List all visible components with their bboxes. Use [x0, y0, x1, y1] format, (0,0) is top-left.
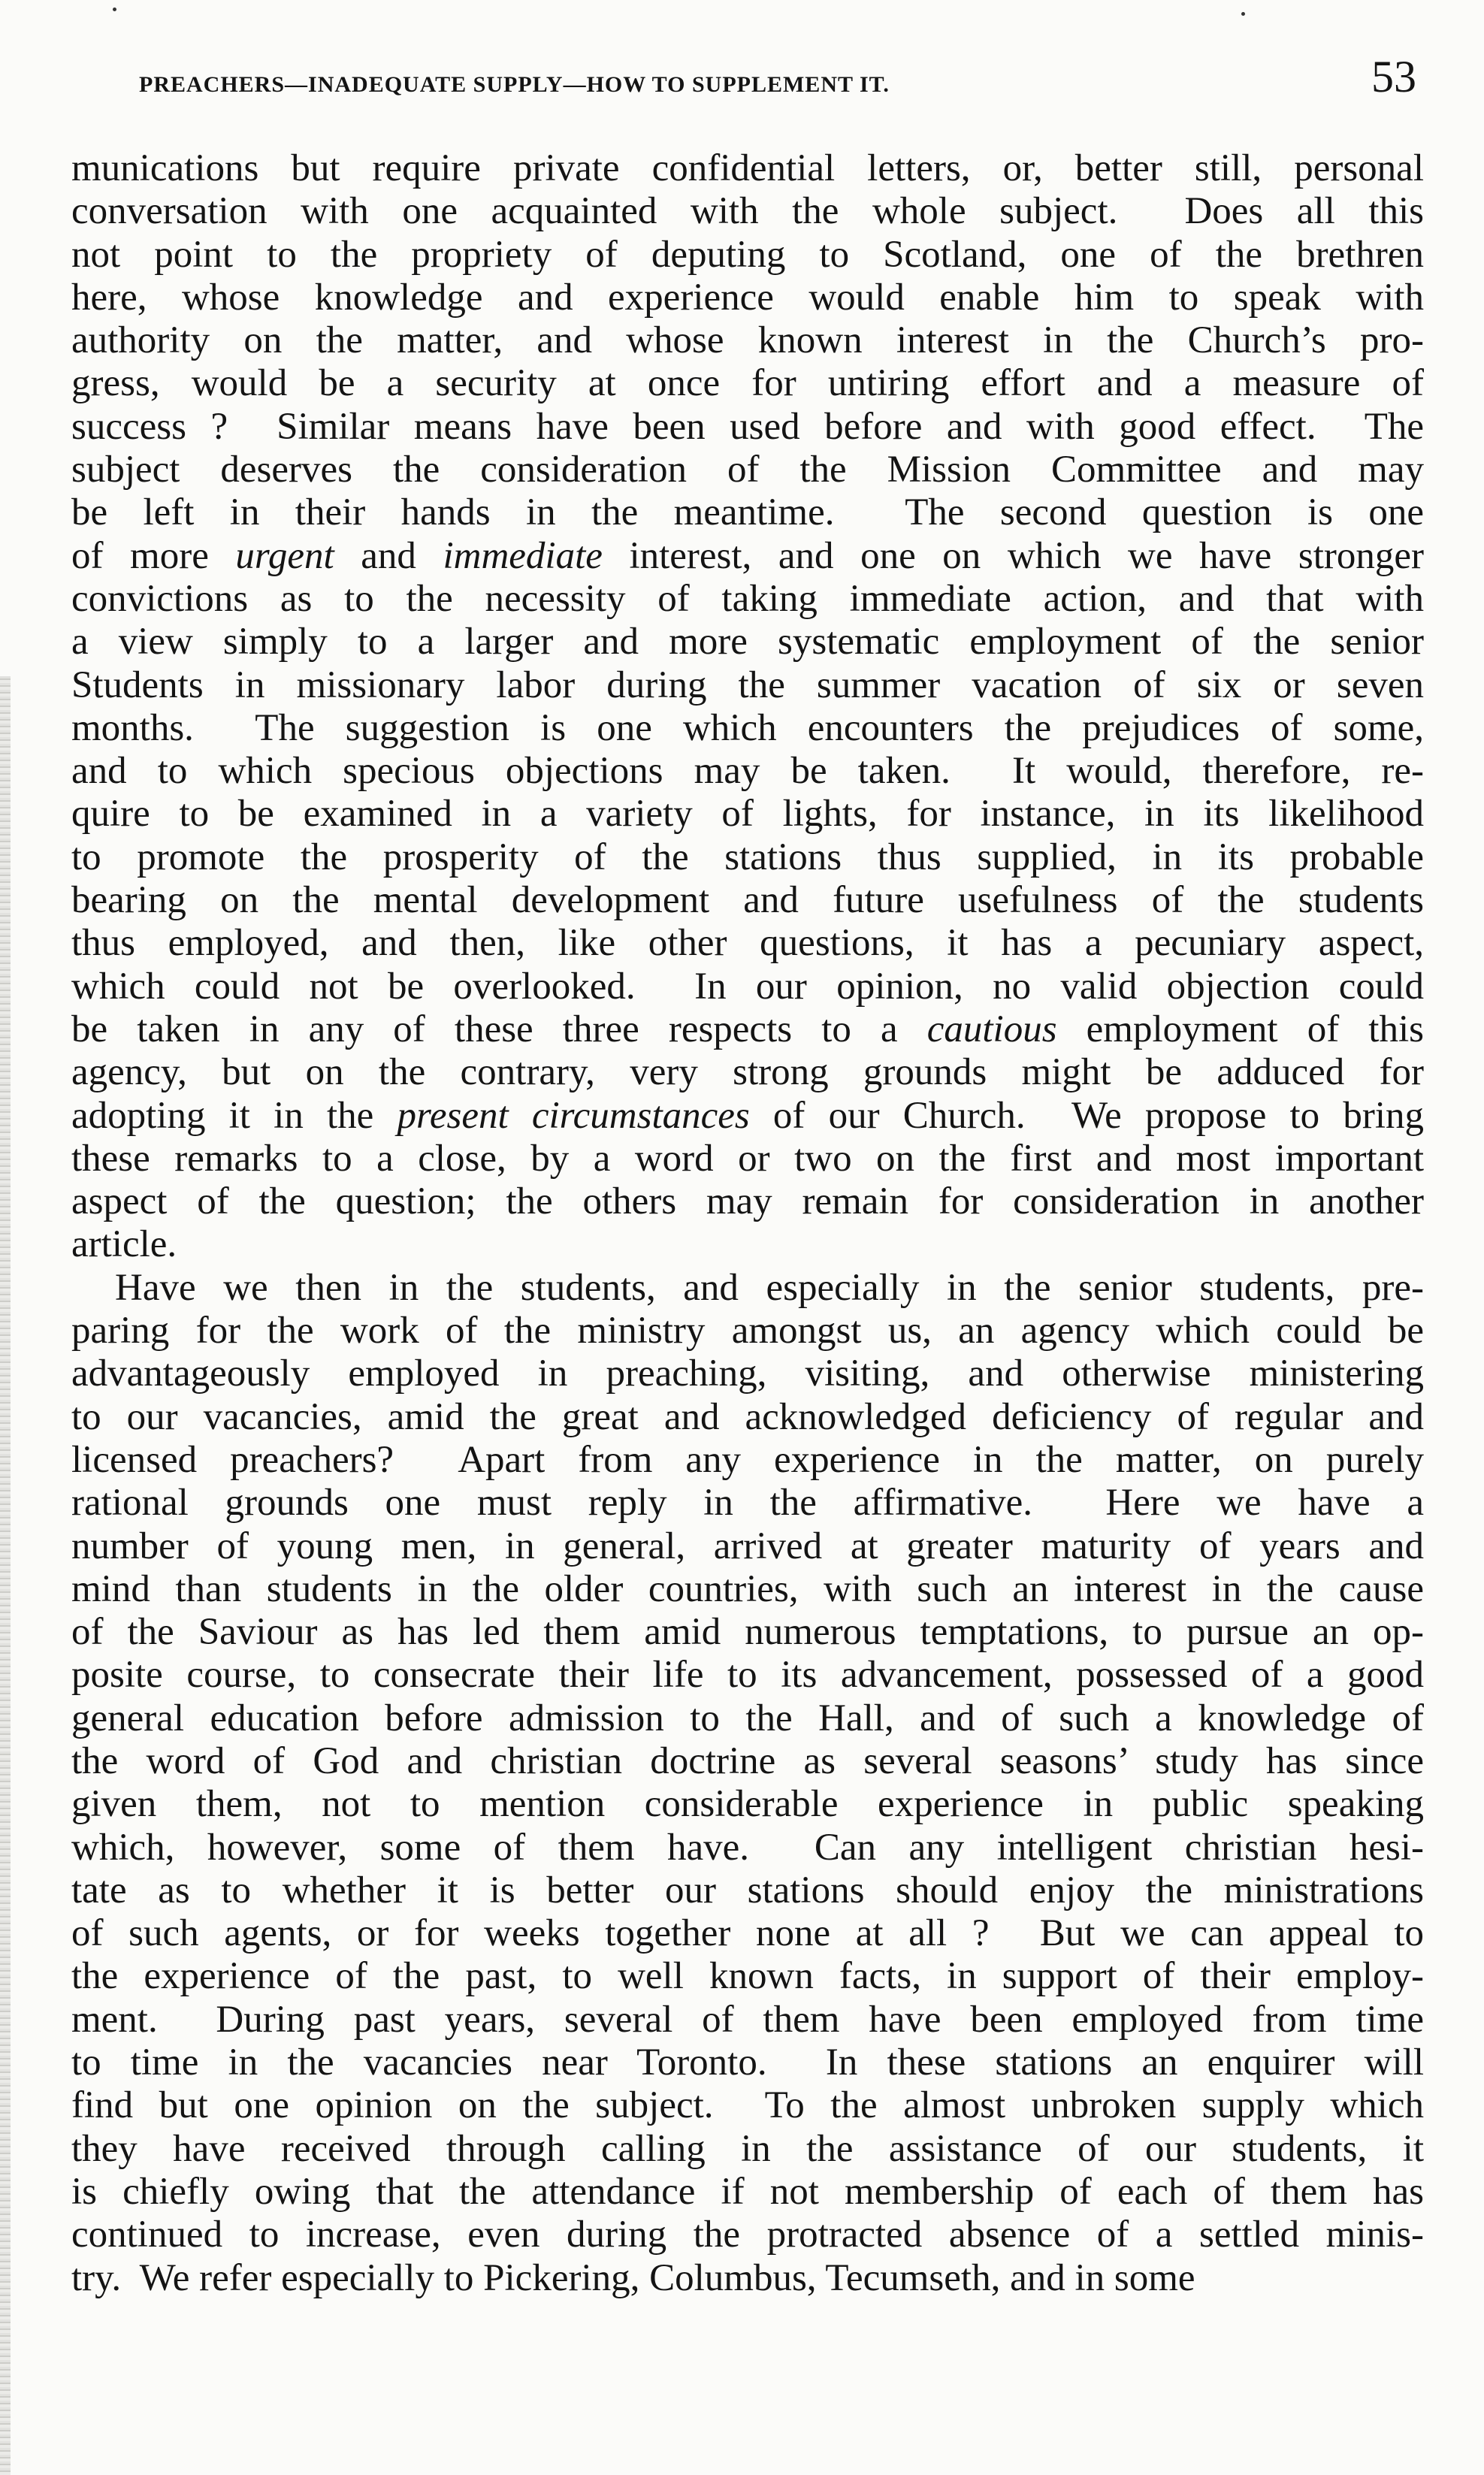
text-run: agency, but on the contrary, very strong grounds might be adduced for — [71, 1051, 1424, 1094]
text-run: employment of this — [1056, 1008, 1424, 1050]
italic-phrase: cautious — [926, 1008, 1057, 1050]
text-line — [71, 1051, 1424, 1094]
text-run: they have received through calling in the assistance of our students, it — [71, 2127, 1424, 2170]
text-run: subject deserves the consideration of the Mission Committee and may — [71, 449, 1424, 491]
text-run: and to which specious objections may be taken. It would, therefore, re- — [71, 750, 1424, 793]
text-run: posite course, to consecrate their life to its advancement, possessed of a good — [71, 1654, 1424, 1697]
text-line — [71, 2041, 1424, 2084]
text-run: be taken in any of these three respects to a — [71, 1008, 927, 1050]
text-run: given them, not to mention considerable experience in public speaking — [71, 1783, 1424, 1826]
text-run: aspect of the question; the others may remain for consideration in another — [71, 1180, 1424, 1223]
text-run: paring for the work of the ministry amongst us, an agency which could be — [71, 1310, 1424, 1352]
text-run: to our vacancies, amid the great and acknowledged deficiency of regular and — [71, 1395, 1424, 1438]
text-run: here, whose knowledge and experience would enable him to speak with — [71, 276, 1424, 319]
text-line — [71, 1180, 1424, 1223]
text-run: article. — [71, 1223, 177, 1266]
text-run: is chiefly owing that the attendance if not membership of each of them has — [71, 2170, 1424, 2213]
print-speck — [1241, 12, 1245, 16]
text-run: quire to be examined in a variety of lights, for instance, in its likelihood — [71, 793, 1424, 836]
text-run: to promote the prosperity of the stations thus supplied, in its probable — [71, 836, 1424, 878]
text-run: try. We refer especially to Pickering, Columbus, Tecumseth, and in some — [71, 2256, 1195, 2299]
text-line — [71, 707, 1424, 750]
text-run: of such agents, or for weeks together none at all ? But we can appeal to — [71, 1912, 1424, 1955]
text-run: find but one opinion on the subject. To the almost unbroken supply which — [71, 2084, 1424, 2127]
text-run: a view simply to a larger and more systematic employment of the senior — [71, 621, 1424, 663]
text-line — [71, 2128, 1424, 2171]
text-line — [71, 836, 1424, 879]
text-line — [71, 664, 1424, 707]
text-line — [71, 1783, 1424, 1826]
text-run: tate as to whether it is better our stations should enjoy the ministrations — [71, 1869, 1424, 1911]
text-line — [71, 2257, 1424, 2300]
text-line — [71, 2171, 1424, 2214]
text-line — [71, 879, 1424, 922]
text-line — [71, 750, 1424, 793]
text-line — [71, 1869, 1424, 1912]
text-run: months. The suggestion is one which encounters the prejudices of some, — [71, 706, 1424, 749]
text-run: licensed preachers? Apart from any experience in the matter, on purely — [71, 1438, 1424, 1481]
paragraph — [71, 147, 1424, 1267]
text-line — [71, 1568, 1424, 1611]
text-line — [71, 1138, 1424, 1180]
text-line — [71, 966, 1424, 1008]
text-run: of the Saviour as has led them amid numerous temptations, to pursue an op- — [71, 1611, 1424, 1654]
text-line — [71, 578, 1424, 621]
text-run: Students in missionary labor during the summer vacation of six or seven — [71, 663, 1424, 706]
text-run: continued to increase, even during the protracted absence of a settled minis- — [71, 2214, 1424, 2256]
text-run: bearing on the mental development and future usefulness of the students — [71, 879, 1424, 922]
text-line — [71, 190, 1424, 233]
text-line — [71, 147, 1424, 190]
text-run: Have we then in the students, and especially in the senior students, pre- — [115, 1266, 1424, 1309]
text-run: interest, and one on which we have stronger — [602, 534, 1424, 577]
text-line — [71, 1912, 1424, 1955]
text-line — [71, 1310, 1424, 1352]
text-line — [71, 1654, 1424, 1697]
body-text — [71, 147, 1424, 2300]
text-run: which could not be overlooked. In our opinion, no valid objection could — [71, 965, 1424, 1008]
text-line — [71, 234, 1424, 277]
text-line — [71, 277, 1424, 319]
italic-phrase: urgent — [235, 534, 334, 577]
text-run: not point to the propriety of deputing to Scotland, one of the brethren — [71, 233, 1424, 276]
text-run: of our Church. We propose to bring — [749, 1094, 1424, 1137]
text-line — [71, 1697, 1424, 1740]
text-line — [71, 1008, 1424, 1051]
text-run: which, however, some of them have. Can any intelligent christian hesi- — [71, 1826, 1424, 1869]
italic-phrase: immediate — [443, 534, 603, 577]
text-run: gress, would be a security at once for untiring effort and a measure of — [71, 362, 1424, 405]
text-line — [71, 621, 1424, 663]
text-run: these remarks to a close, by a word or two on the first and most important — [71, 1137, 1424, 1180]
page-number: 53 — [1371, 52, 1416, 101]
text-run: conversation with one acquainted with the whole subject. Does all this — [71, 190, 1424, 233]
text-run: success ? Similar means have been used before and with good effect. The — [71, 405, 1424, 448]
text-run: the word of God and christian doctrine as several seasons’ study has since — [71, 1739, 1424, 1782]
text-run: and — [334, 534, 443, 577]
paragraph — [71, 1267, 1424, 2300]
text-run: adopting it in the — [71, 1094, 397, 1137]
text-line — [71, 491, 1424, 534]
running-head — [139, 54, 1416, 107]
binding-edge-shadow — [0, 676, 11, 2475]
text-line — [71, 1352, 1424, 1395]
text-run: the experience of the past, to well known facts, in support of their employ- — [71, 1955, 1424, 1998]
text-run: rational grounds one must reply in the affirmative. Here we have a — [71, 1482, 1424, 1525]
text-run: ment. During past years, several of them have been employed from time — [71, 1998, 1424, 2041]
text-line — [71, 1955, 1424, 1998]
text-line — [71, 1827, 1424, 1869]
text-run: munications but require private confidential letters, or, better still, personal — [71, 147, 1424, 189]
text-line — [71, 1482, 1424, 1525]
text-line — [71, 362, 1424, 405]
text-run: advantageously employed in preaching, visiting, and otherwise ministering — [71, 1352, 1424, 1395]
text-line — [71, 1439, 1424, 1482]
text-line — [71, 1999, 1424, 2041]
text-run: mind than students in the older countries, with such an interest in the cause — [71, 1567, 1424, 1610]
text-run: be left in their hands in the meantime. The second question is one — [71, 491, 1424, 534]
running-title: PREACHERS—INADEQUATE SUPPLY—HOW TO SUPPLEMENT IT. — [139, 72, 890, 97]
text-run: thus employed, and then, like other questions, it has a pecuniary aspect, — [71, 922, 1424, 965]
text-run: of more — [71, 534, 236, 577]
text-line — [71, 406, 1424, 449]
text-line — [71, 319, 1424, 362]
text-line — [71, 922, 1424, 965]
italic-phrase: present circumstances — [397, 1094, 750, 1137]
text-run: general education before admission to the Hall, and of such a knowledge of — [71, 1697, 1424, 1739]
text-line — [71, 1525, 1424, 1568]
text-run: number of young men, in general, arrived at greater maturity of years and — [71, 1525, 1424, 1567]
text-line — [71, 1095, 1424, 1138]
text-line — [71, 449, 1424, 491]
text-line — [71, 1611, 1424, 1654]
text-line — [71, 2084, 1424, 2127]
text-line — [71, 535, 1424, 578]
text-line — [71, 1267, 1424, 1310]
print-speck — [113, 8, 116, 11]
text-run: authority on the matter, and whose known interest in the Church’s pro- — [71, 319, 1424, 362]
text-line — [71, 1740, 1424, 1783]
text-line — [71, 2214, 1424, 2256]
text-run: convictions as to the necessity of taking immediate action, and that with — [71, 577, 1424, 620]
text-line — [71, 1223, 1424, 1266]
text-line — [71, 793, 1424, 836]
text-line — [71, 1396, 1424, 1439]
text-run: to time in the vacancies near Toronto. In these stations an enquirer will — [71, 2041, 1424, 2084]
